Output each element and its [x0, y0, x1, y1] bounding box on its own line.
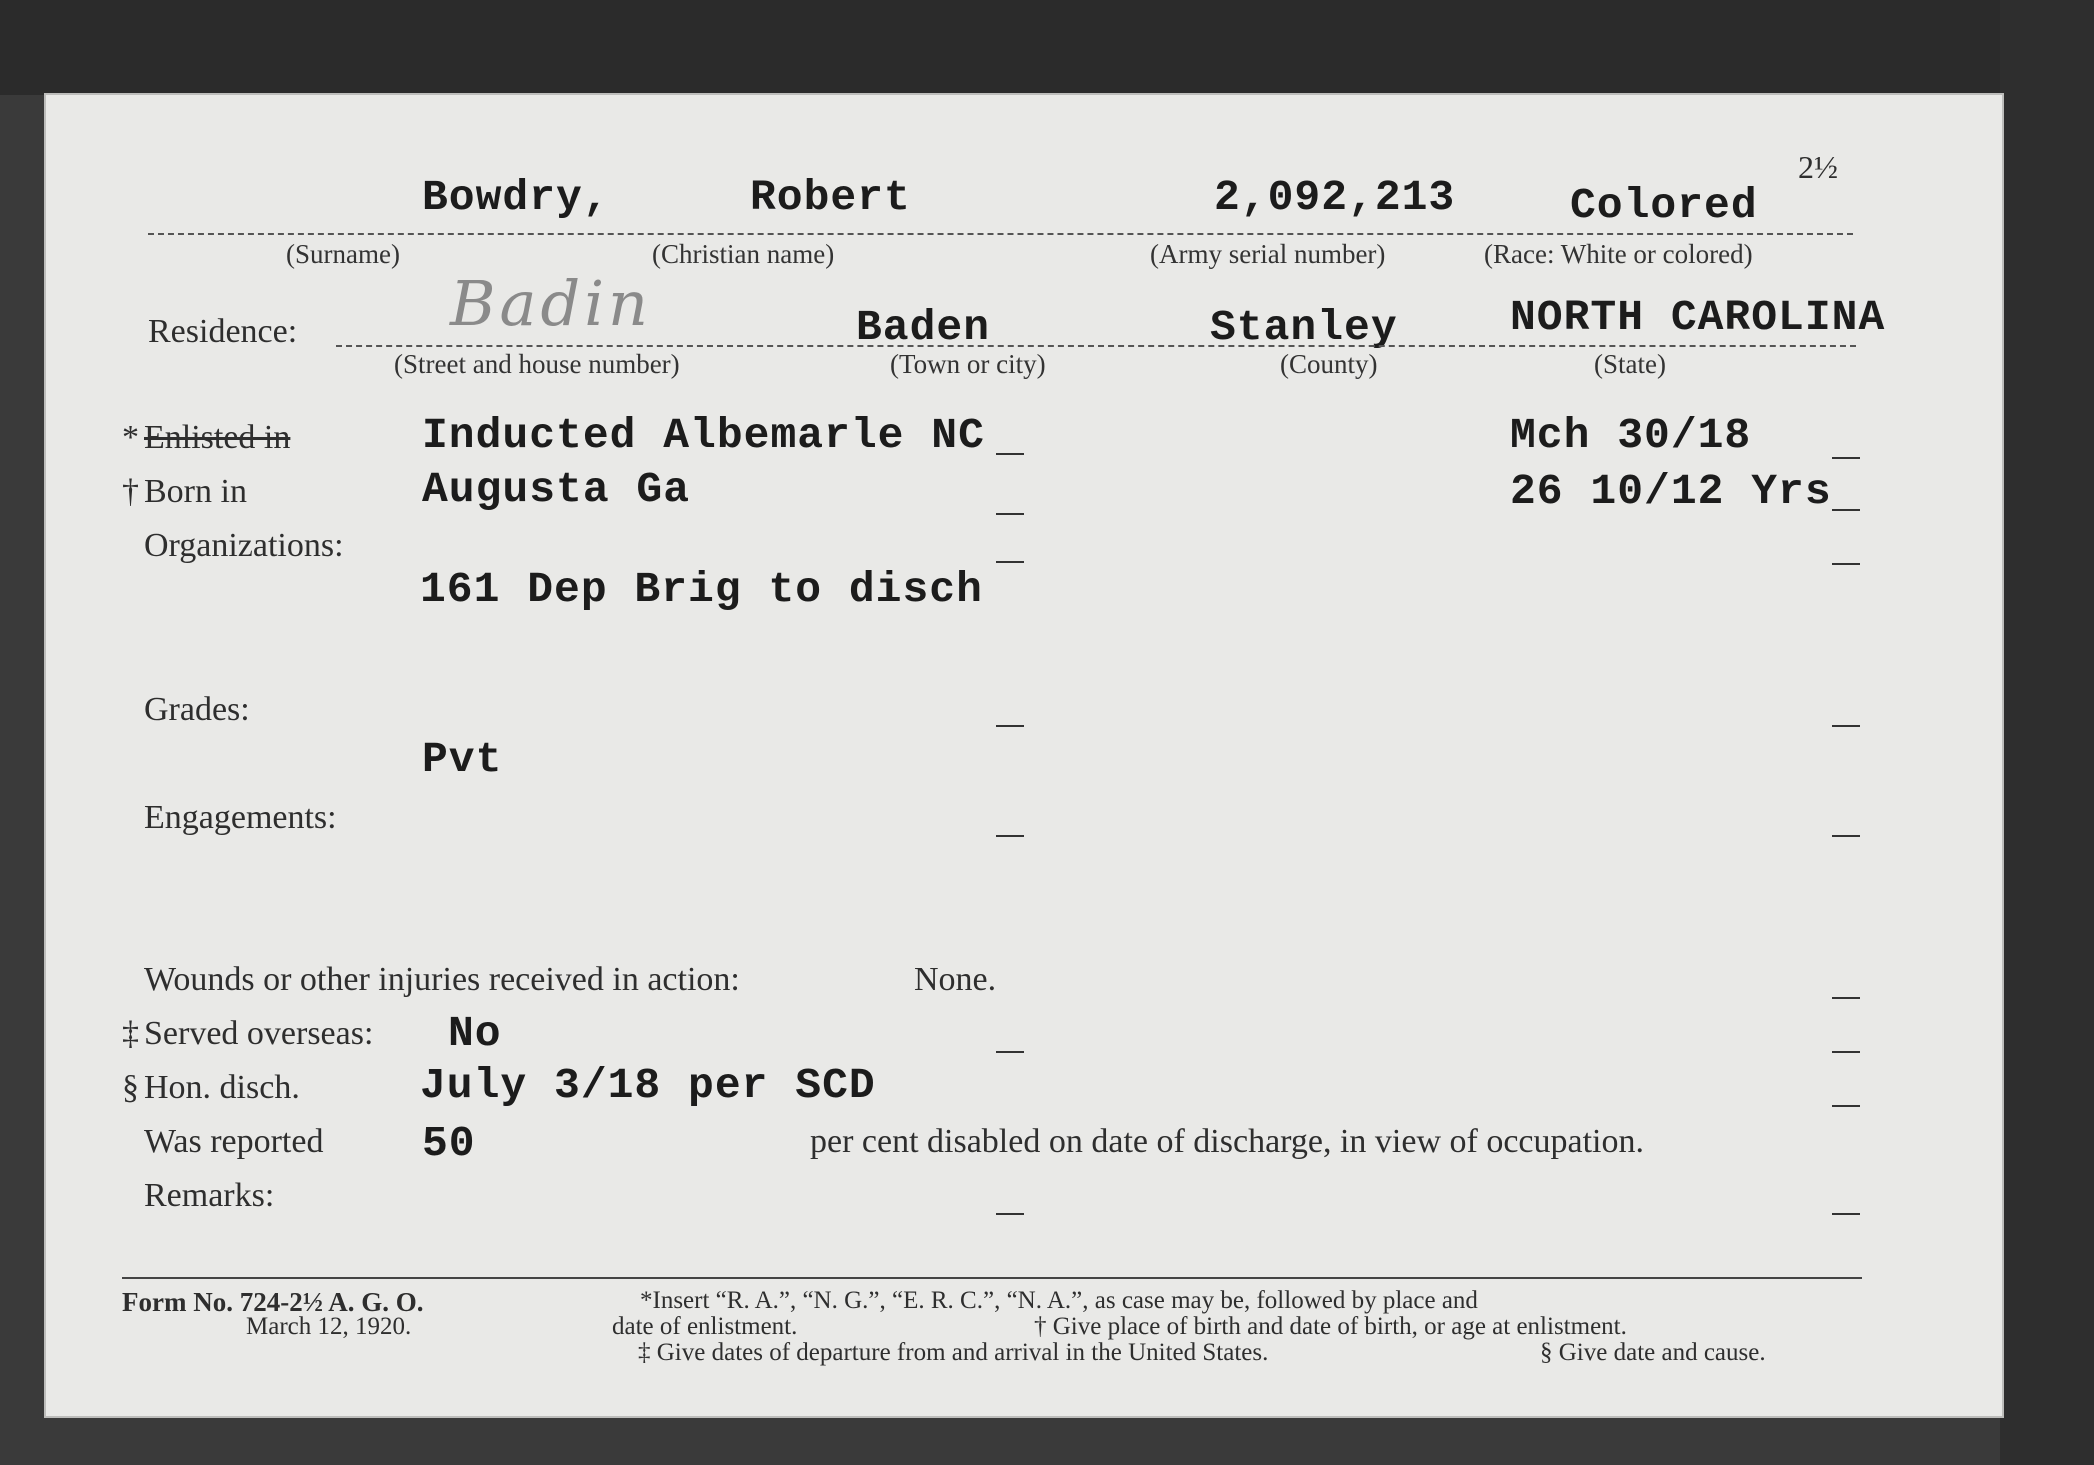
born-age-dash: [1832, 509, 1860, 511]
serial-number-value: 2,092,213: [1214, 173, 1456, 222]
residence-rule: [336, 345, 1856, 347]
born-mark: †: [122, 473, 139, 510]
footer-rule: [122, 1277, 1862, 1279]
service-record-card: [44, 93, 2004, 1418]
corner-mark: 2½: [1798, 149, 1838, 185]
enlisted-date: Mch 30/18: [1510, 411, 1752, 460]
discharge-dash-right: [1832, 1105, 1860, 1107]
engagements-dash: [996, 835, 1024, 837]
town-caption: (Town or city): [890, 349, 1046, 379]
organizations-label: Organizations:: [144, 527, 344, 564]
organizations-value: 161 Dep Brig to disch: [420, 565, 983, 614]
scanner-background-top: [0, 0, 2094, 95]
enlisted-dash: [996, 453, 1024, 455]
discharge-label: Hon. disch.: [144, 1069, 300, 1106]
remarks-dash: [996, 1213, 1024, 1215]
overseas-mark: ‡: [122, 1015, 139, 1052]
overseas-label: Served overseas:: [144, 1015, 374, 1052]
enlisted-value: Inducted Albemarle NC: [422, 411, 985, 460]
footnote-birth: † Give place of birth and date of birth, or age at enlistment.: [1034, 1313, 1627, 1340]
wounds-label: Wounds or other injuries received in action:: [144, 961, 740, 998]
header-rule: [148, 233, 1853, 235]
discharge-mark: §: [122, 1069, 139, 1106]
engagements-label: Engagements:: [144, 799, 337, 836]
form-number: Form No. 724-2½ A. G. O.: [122, 1287, 424, 1317]
reported-label: Was reported: [144, 1123, 324, 1160]
overseas-dash-right: [1832, 1051, 1860, 1053]
serial-number-caption: (Army serial number): [1150, 239, 1386, 269]
surname-caption: (Surname): [286, 239, 400, 269]
footnote-overseas: ‡ Give dates of departure from and arrival in the United States.: [638, 1339, 1269, 1366]
grades-label: Grades:: [144, 691, 250, 728]
born-value: Augusta Ga: [422, 465, 691, 514]
town-value: Baden: [856, 303, 991, 352]
remarks-dash-right: [1832, 1213, 1860, 1215]
overseas-dash: [996, 1051, 1024, 1053]
discharge-value: July 3/18 per SCD: [420, 1061, 876, 1110]
scanner-background-right: [2000, 0, 2094, 1465]
county-caption: (County): [1280, 349, 1378, 379]
county-value: Stanley: [1210, 303, 1398, 352]
footnote-discharge: § Give date and cause.: [1540, 1339, 1766, 1366]
born-label: Born in: [144, 473, 247, 510]
overseas-value: No: [448, 1009, 502, 1058]
footnote-insert-line1: *Insert “R. A.”, “N. G.”, “E. R. C.”, “N. A.”, as case may be, followed by place and: [640, 1287, 1478, 1314]
reported-suffix: per cent disabled on date of discharge, in view of occupation.: [810, 1123, 1644, 1160]
engagements-dash-right: [1832, 835, 1860, 837]
enlisted-mark: *: [122, 419, 139, 456]
residence-label: Residence:: [148, 313, 298, 350]
reported-value: 50: [422, 1119, 476, 1168]
born-dash: [996, 513, 1024, 515]
grades-dash: [996, 725, 1024, 727]
organizations-dash: [996, 561, 1024, 563]
grades-dash-right: [1832, 725, 1860, 727]
state-value: NORTH CAROLINA: [1510, 293, 1886, 342]
wounds-value: None.: [914, 961, 997, 998]
enlisted-date-dash: [1832, 457, 1860, 459]
footnote-insert-line2: date of enlistment.: [612, 1313, 798, 1340]
enlisted-label: Enlisted in: [144, 419, 291, 456]
surname-value: Bowdry,: [422, 173, 610, 222]
street-caption: (Street and house number): [394, 349, 680, 379]
christian-name-value: Robert: [750, 173, 911, 222]
christian-name-caption: (Christian name): [652, 239, 835, 269]
remarks-label: Remarks:: [144, 1177, 275, 1214]
street-handwritten: Badin: [450, 267, 652, 340]
organizations-dash-right: [1832, 563, 1860, 565]
wounds-dash-right: [1832, 997, 1860, 999]
race-caption: (Race: White or colored): [1484, 239, 1753, 269]
grades-value: Pvt: [422, 735, 503, 784]
form-date: March 12, 1920.: [246, 1313, 412, 1340]
state-caption: (State): [1594, 349, 1666, 379]
race-value: Colored: [1570, 181, 1758, 230]
born-age: 26 10/12 Yrs: [1510, 467, 1832, 516]
